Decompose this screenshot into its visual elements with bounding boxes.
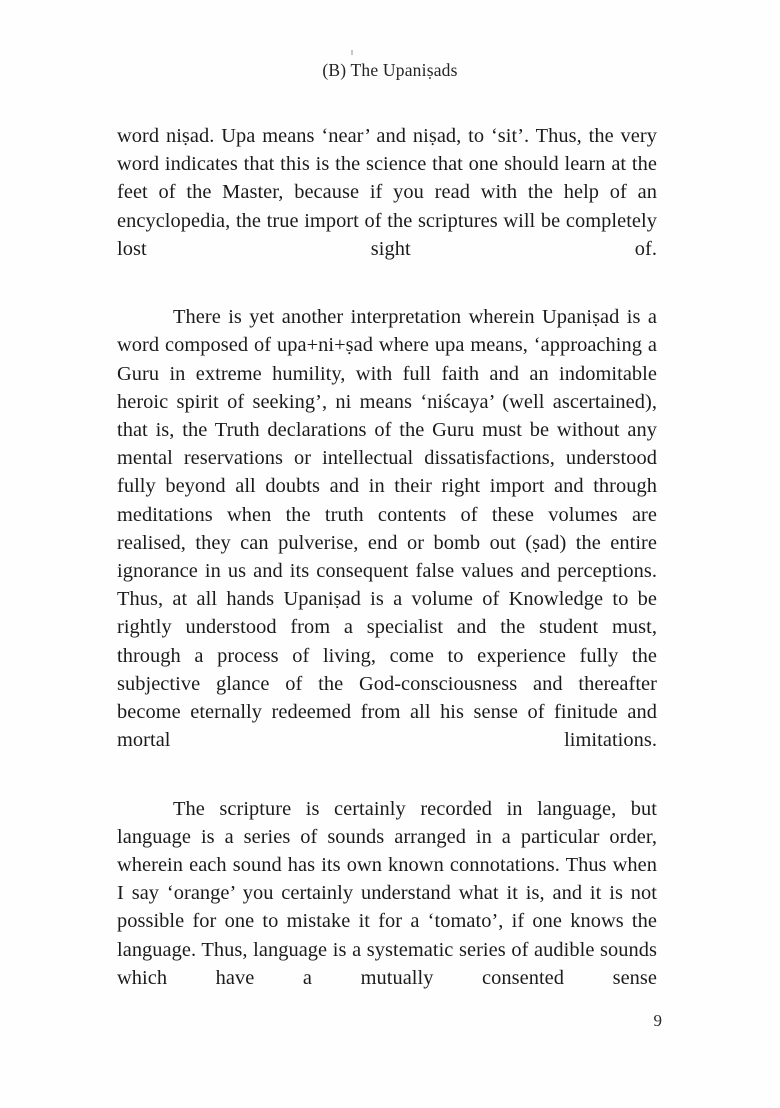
running-head: (B) The Upaniṣads — [322, 60, 458, 80]
page-number: 9 — [653, 1011, 662, 1030]
scan-artifact-speck — [351, 50, 353, 55]
paragraph-1: word niṣad. Upa means ‘near’ and niṣad, to ‘sit’. Thus, the very word indicates that this is the science that one should learn at the feet of the Master, because if you read with the help of an encyclopedia, the true import of the scriptures will be completely lost sight of. — [117, 125, 657, 260]
paragraph-2: There is yet another interpretation wherein Upaniṣad is a word composed of upa+ni+ṣad where upa means, ‘approaching a Guru in extreme humility, with full faith and an indomitable heroic spirit of seeking’, ni means ‘niścaya’ (well ascertained), that is, the Truth declarations of the Guru must be without any mental reservations or intellectual dissatisfactions, understood fully beyond all doubts and in their right import and through meditations when the truth contents of these volumes are realised, they can pulverise, end or bomb out (ṣad) the entire ignorance in us and its consequent false values and perceptions. Thus, at all hands Upaniṣad is a volume of Knowledge to be rightly understood from a specialist and the student must, through a process of living, come to experience fully the subjective glance of the God-consciousness and thereafter become eternally redeemed from all his sense of finitude and mortal limitations. — [117, 306, 657, 752]
body-text-block — [117, 122, 657, 1020]
paragraph-3: The scripture is certainly recorded in language, but language is a series of sounds arranged in a particular order, wherein each sound has its own known connotations. Thus when I say ‘orange’ you certainly understand what it is, and it is not possible for one to mistake it for a ‘tomato’, if one knows the language. Thus, language is a systematic series of audible sounds which have a mutually consented sense — [117, 797, 657, 989]
